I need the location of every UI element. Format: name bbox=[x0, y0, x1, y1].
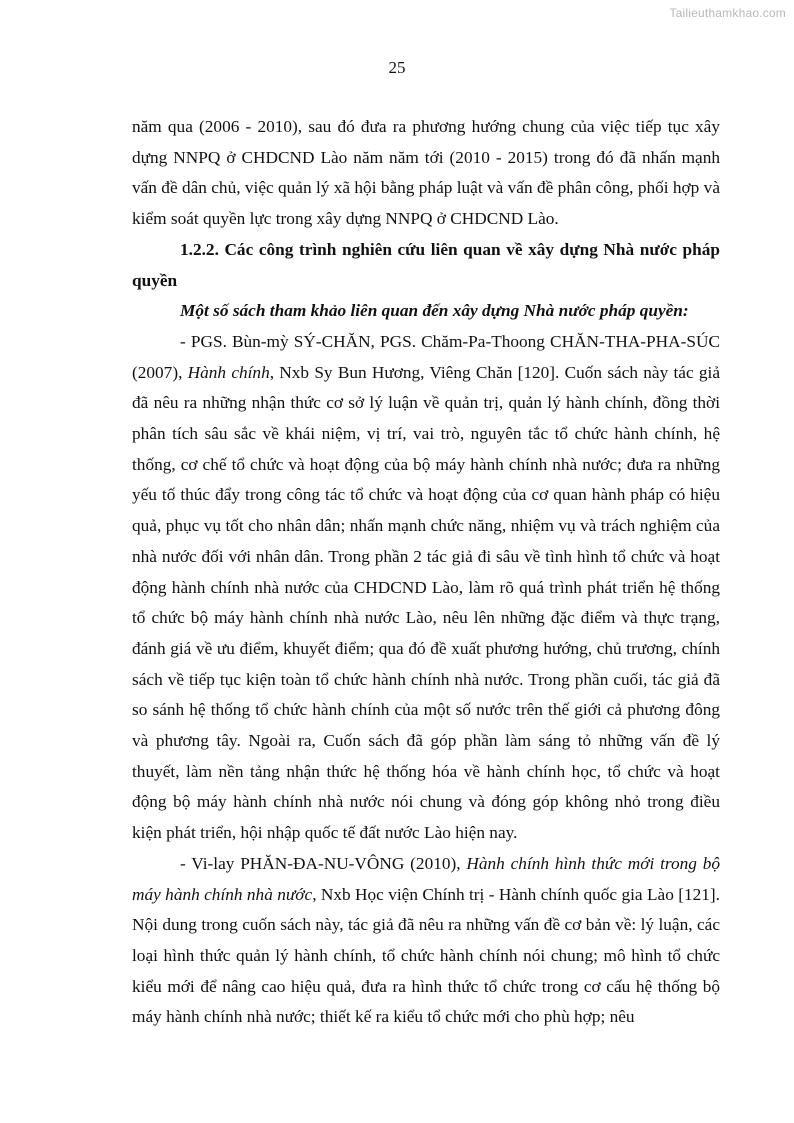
reference-description: , Nxb Sy Bun Hương, Viêng Chăn [120]. Cuốn sách này tác giả đã nêu ra những nhận thức cơ sở lý luận về quản trị, quản lý hành chính, đồng thời phân tích sâu sắc về khái niệm, vị trí, vai trò, nguyên tắc tổ chức hành chính, hệ thống, cơ chế tổ chức và hoạt động của bộ máy hành chính nhà nước; đưa ra những yếu tố thúc đẩy trong công tác tổ chức và hoạt động của cơ quan hành pháp có hiệu quả, phục vụ tốt cho nhân dân; nhấn mạnh chức năng, nhiệm vụ và trách nghiệm của nhà nước đối với nhân dân. Trong phần 2 tác giả đi sâu về tình hình tổ chức và hoạt động hành chính nhà nước của CHDCND Lào, làm rõ quá trình phát triển hệ thống tổ chức bộ máy hành chính nhà nước Lào, nêu lên những đặc điểm và thực trạng, đánh giá về ưu điểm, khuyết điểm; qua đó đề xuất phương hướng, chủ trương, chính sách về tiếp tục kiện toàn tổ chức hành chính nhà nước. Trong phần cuối, tác giả đã so sánh hệ thống tổ chức hành chính của một số nước trên thế giới cả phương đông và phương tây. Ngoài ra, Cuốn sách đã góp phần làm sáng tỏ những vấn đề lý thuyết, làm nền tảng nhận thức hệ thống hóa về hành chính học, tổ chức và hoạt động bộ máy hành chính nhà nước nói chung và đóng góp không nhỏ trong điều kiện phát triển, hội nhập quốc tế đất nước Lào hiện nay. bbox=[132, 362, 720, 843]
section-heading: 1.2.2. Các công trình nghiên cứu liên quan về xây dựng Nhà nước pháp quyền bbox=[132, 239, 720, 290]
reference-authors: - Vi-lay PHĂN-ĐA-NU-VÔNG (2010), bbox=[180, 853, 467, 873]
document-body bbox=[132, 112, 720, 1033]
reference-authors: - PGS. Bùn-mỳ SÝ-CHĂN, PGS. Chăm-Pa-Thoong CHĂN-THA-PHA-SÚC (2007), bbox=[132, 331, 720, 382]
book-title: Hành chính bbox=[187, 362, 270, 382]
reference-description: , Nxb Học viện Chính trị - Hành chính quốc gia Lào [121]. Nội dung trong cuốn sách này, tác giả đã nêu ra những vấn đề cơ bản về: lý luận, các loại hình thức quản lý hành chính, tổ chức hành chính nói chung; mô hình tổ chức kiểu mới để nâng cao hiệu quả, đưa ra hình thức tổ chức trong cơ cấu hệ thống bộ máy hành chính nhà nước; thiết kế ra kiểu tổ chức mới cho phù hợp; nêu bbox=[132, 884, 720, 1027]
watermark: Tailieuthamkhao.com bbox=[669, 6, 786, 20]
paragraph-intro: năm qua (2006 - 2010), sau đó đưa ra phương hướng chung của việc tiếp tục xây dựng NNPQ ở CHDCND Lào năm năm tới (2010 - 2015) trong đó đã nhấn mạnh vấn đề dân chủ, việc quản lý xã hội bằng pháp luật và vấn đề phân công, phối hợp và kiểm soát quyền lực trong xây dựng NNPQ ở CHDCND Lào. bbox=[132, 117, 720, 229]
paragraph-reference-120 bbox=[132, 327, 720, 849]
paragraph-reference-121 bbox=[132, 849, 720, 1033]
section-subheading: Một số sách tham khảo liên quan đến xây dựng Nhà nước pháp quyền: bbox=[180, 301, 689, 321]
book-title: Hành chính hình thức mới trong bộ máy hành chính nhà nước bbox=[132, 853, 720, 904]
page-number: 25 bbox=[388, 58, 406, 77]
